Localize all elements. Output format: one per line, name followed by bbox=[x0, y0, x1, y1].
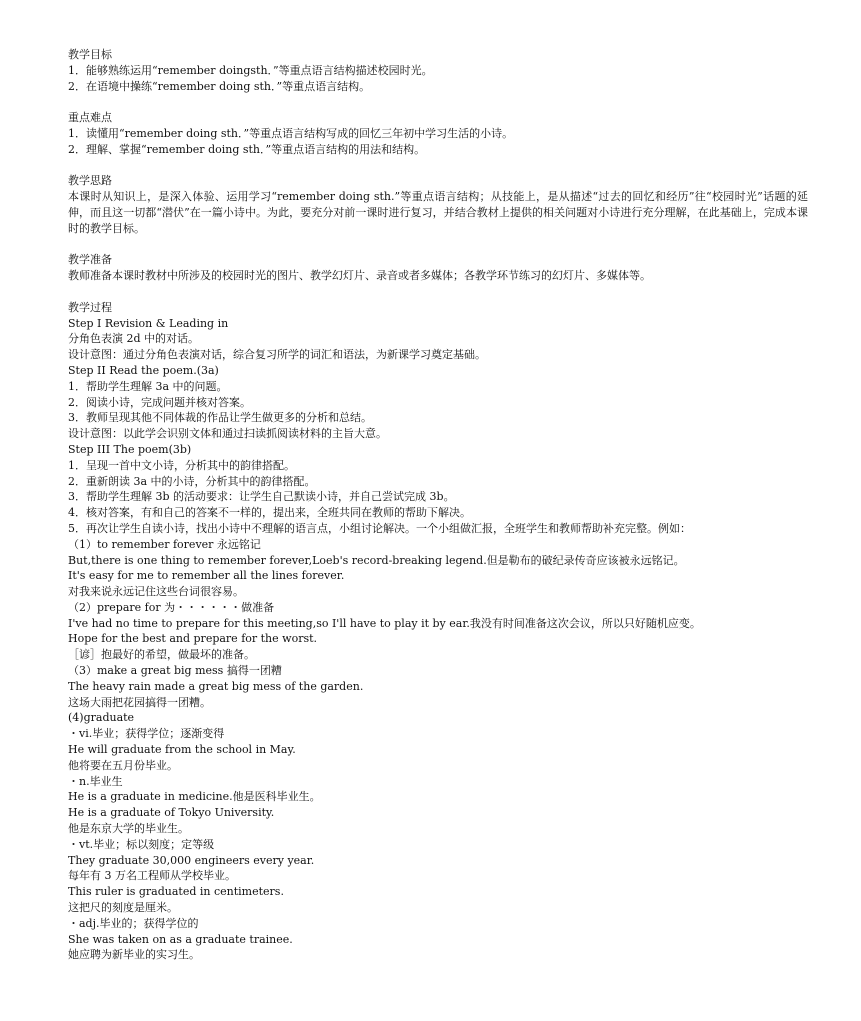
text-line: ・vt.毕业；标以刻度；定等级 bbox=[68, 837, 215, 851]
section-difficulties bbox=[68, 110, 808, 157]
text-line: 分角色表演 2d 中的对话。 bbox=[68, 332, 200, 346]
section-heading: 教学准备 bbox=[68, 253, 112, 267]
text-line: 教师准备本课时教材中所涉及的校园时光的图片、教学幻灯片、录音或者多媒体；各教学环节练习的幻灯片、多媒体等。 bbox=[68, 269, 651, 283]
text-line: （1）to remember forever 永远铭记 bbox=[68, 537, 261, 551]
section-objectives bbox=[68, 47, 808, 94]
text-line: 5．再次让学生自读小诗，找出小诗中不理解的语言点，小组讨论解决。一个小组做汇报，全班学生和教师帮助补充完整。例如： bbox=[68, 521, 691, 535]
text-line: This ruler is graduated in centimeters. bbox=[68, 885, 284, 899]
text-line: 1．读懂用“remember doing sth．”等重点语言结构写成的回忆三年初中学习生活的小诗。 bbox=[68, 126, 514, 140]
text-line: 这场大雨把花园搞得一团糟。 bbox=[68, 695, 211, 709]
text-line: 1．帮助学生理解 3a 中的问题。 bbox=[68, 379, 228, 393]
text-line: 4．核对答案，有和自己的答案不一样的，提出来，全班共同在教师的帮助下解决。 bbox=[68, 506, 471, 520]
section-approach bbox=[68, 173, 808, 236]
text-line: 这把尺的刻度是厘米。 bbox=[68, 901, 178, 915]
text-line: 她应聘为新毕业的实习生。 bbox=[68, 948, 200, 962]
text-line: ・adj.毕业的；获得学位的 bbox=[68, 916, 199, 930]
text-line: 对我来说永远记住这些台词很容易。 bbox=[68, 585, 244, 599]
text-line: ［谚］抱最好的希望，做最坏的准备。 bbox=[68, 648, 255, 662]
section-heading: 教学思路 bbox=[68, 174, 112, 188]
text-line: 他是东京大学的毕业生。 bbox=[68, 822, 189, 836]
text-line: 3．教师呈现其他不同体裁的作品让学生做更多的分析和总结。 bbox=[68, 411, 372, 425]
section-preparation bbox=[68, 252, 808, 284]
text-line: 设计意图：通过分角色表演对话，综合复习所学的词汇和语法，为新课学习奠定基础。 bbox=[68, 348, 486, 362]
text-line: He is a graduate of Tokyo University. bbox=[68, 806, 275, 820]
text-line: 2．阅读小诗，完成问题并核对答案。 bbox=[68, 395, 251, 409]
text-line: 1．能够熟练运用“remember doingsth．”等重点语言结构描述校园时光。 bbox=[68, 63, 433, 77]
text-line: 他将要在五月份毕业。 bbox=[68, 758, 178, 772]
text-line: Step II Read the poem.(3a) bbox=[68, 363, 219, 377]
text-line: (4)graduate bbox=[68, 711, 135, 725]
text-line: It's easy for me to remember all the lines forever. bbox=[68, 569, 345, 583]
text-line: 2．理解、掌握“remember doing sth．”等重点语言结构的用法和结构。 bbox=[68, 142, 426, 156]
section-heading: 教学目标 bbox=[68, 48, 112, 61]
text-line: 2．重新朗读 3a 中的小诗，分析其中的韵律搭配。 bbox=[68, 474, 316, 488]
text-line: 1．呈现一首中文小诗，分析其中的韵律搭配。 bbox=[68, 458, 295, 472]
text-line: Step III The poem(3b) bbox=[68, 442, 192, 456]
section-heading: 教学过程 bbox=[68, 300, 112, 314]
text-line: She was taken on as a graduate trainee. bbox=[68, 932, 293, 946]
text-line: ・vi.毕业；获得学位；逐渐变得 bbox=[68, 727, 225, 741]
text-line: The heavy rain made a great big mess of the garden. bbox=[68, 679, 364, 693]
text-line: （2）prepare for 为・・・・・・做准备 bbox=[68, 600, 275, 614]
text-line: I've had no time to prepare for this meeting,so I'll have to play it by ear.我没有时间准备这次会议，所以只好随机应变。 bbox=[68, 616, 701, 630]
section-process bbox=[68, 300, 808, 963]
text-line: He is a graduate in medicine.他是医科毕业生。 bbox=[68, 790, 321, 804]
text-line: Step I Revision & Leading in bbox=[68, 316, 229, 330]
text-line: 设计意图：以此学会识别文体和通过扫读抓阅读材料的主旨大意。 bbox=[68, 427, 387, 441]
text-line: ・n.毕业生 bbox=[68, 774, 123, 788]
text-line: He will graduate from the school in May. bbox=[68, 743, 296, 757]
text-line: They graduate 30,000 engineers every year. bbox=[68, 853, 315, 867]
section-heading: 重点难点 bbox=[68, 111, 112, 125]
paragraph: 本课时从知识上，是深入体验、运用学习“remember doing sth.”等重点语言结构；从技能上，是从描述“过去的回忆和经历”往“校园时光”话题的延伸，而且这一切都“潜伏”在一篇小诗中。为此，要充分对前一课时进行复习，并结合教材上提供的相关问题对小诗进行充分理解，在此基础上，完成本课时的教学目标。 bbox=[68, 190, 808, 235]
text-line: 3．帮助学生理解 3b 的活动要求：让学生自己默读小诗，并自己尝试完成 3b。 bbox=[68, 490, 455, 504]
text-line: Hope for the best and prepare for the worst. bbox=[68, 632, 318, 646]
text-line: （3）make a great big mess 搞得一团糟 bbox=[68, 664, 282, 678]
text-line: 每年有 3 万名工程师从学校毕业。 bbox=[68, 869, 236, 883]
text-line: 2．在语境中操练“remember doing sth．”等重点语言结构。 bbox=[68, 79, 371, 93]
text-line: But,there is one thing to remember forever,Loeb's record-breaking legend.但是勒布的破纪录传奇应该被永远铭记。 bbox=[68, 553, 685, 567]
